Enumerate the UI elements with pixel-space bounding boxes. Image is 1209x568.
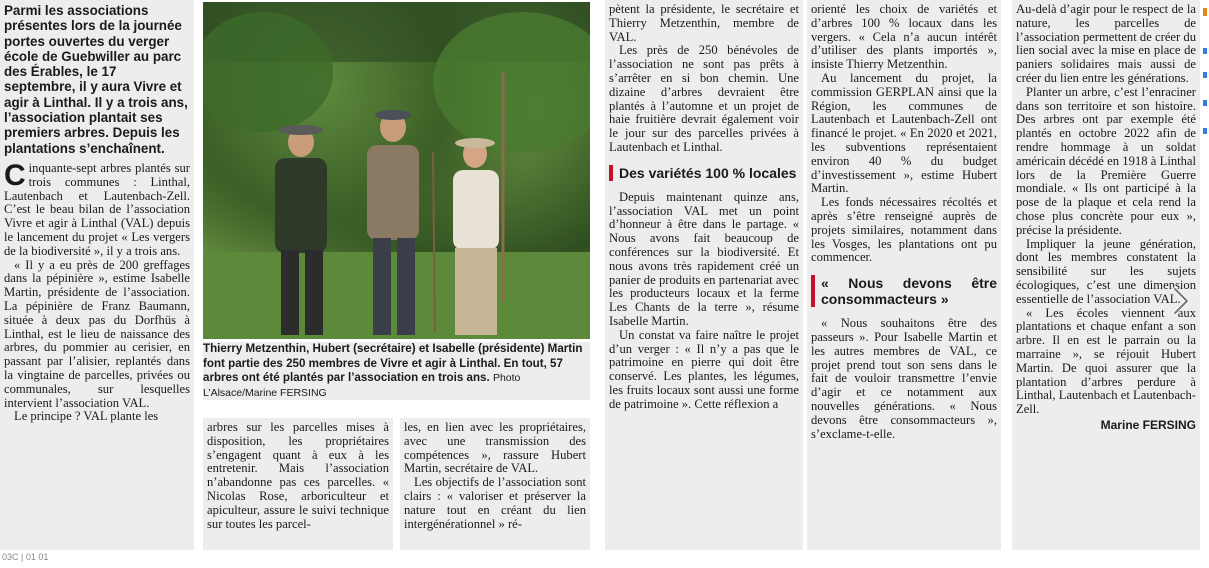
photo-caption bbox=[203, 342, 590, 400]
article-paragraph: orienté les choix de variétés et d’arbres 100 % locaux dans les vergers. « Cela n’a aucun intérêt d’utiliser des plants importés », insiste Thierry Metzenthin. bbox=[811, 2, 997, 72]
photo-illustration bbox=[203, 2, 590, 339]
edge-marker-icon bbox=[1201, 0, 1209, 563]
article-column-6 bbox=[1012, 0, 1200, 550]
section-subhead: « Nous devons être consommacteurs » bbox=[811, 275, 997, 307]
paragraph-text: inquante-sept arbres plantés sur trois communes : Linthal, Lautenbach et Lautenbach-Zell. C’est le beau bilan de l’association Vivre et agir à Linthal (VAL) depuis le lancement du projet « Les vergers de la biodiversité », il y a trois ans. bbox=[4, 160, 190, 258]
drop-cap: C bbox=[4, 158, 26, 192]
article-paragraph: Les près de 250 bénévoles de l’association ne sont pas prêts à s’arrêter en si bon chemin. Une dizaine d’arbres devraient être plantés à l’automne et un projet de haie fruitière devrait également voir le jour sur des parcelles privées à Lautenbach et Linthal. bbox=[609, 43, 799, 154]
article-column-5 bbox=[807, 0, 1001, 550]
article-paragraph: Au-delà d’agir pour le respect de la nature, les parcelles de l’association permettent de créer du lien social avec la mise en place de paniers solidaires mais aussi de créer du lien entre les générations. bbox=[1016, 2, 1196, 85]
article-paragraph: Le principe ? VAL plante les bbox=[14, 409, 159, 424]
article-paragraph: « Il y a eu près de 200 greffages dans la pépinière », estime Isabelle Martin, présidente de l’association. La pépinière de Franz Baumann, située à deux pas du Dorfhüs à Linthal, est le lieu de naissance des arbres, du pommier au cerisier, en passant par l’alisier, replantés dans la vingtaine de parcelles, privées ou communales, sur lesquelles intervient l’association VAL. bbox=[4, 257, 190, 410]
photo-credit: Photo L’Alsace/Marine FERSING bbox=[203, 372, 521, 399]
article-column-4 bbox=[605, 0, 803, 550]
article-paragraph: arbres sur les parcelles mises à disposition, les propriétaires s’engagent quant à eux à les entretenir. Mais l’association n’abandonne pas ces parcelles. « Nicolas Rose, arboriculteur et apiculteur, assure le suivi technique sur toutes les parcel- bbox=[207, 420, 389, 531]
article-paragraph: pètent la présidente, le secrétaire et Thierry Metzenthin, membre de VAL. bbox=[609, 2, 799, 44]
article-paragraph: Les fonds nécessaires récoltés et après s’être renseigné auprès de projets similaires, notamment dans les Vosges, les plantations ont pu commencer. bbox=[811, 195, 997, 265]
author-signature: Marine FERSING bbox=[1100, 417, 1196, 432]
article-paragraph: Impliquer la jeune génération, dont les membres constatent la sensibilité sur les sujets écologiques, c’est une dimension essentielle de l’association VAL. bbox=[1016, 236, 1196, 306]
article-photo bbox=[203, 2, 590, 339]
article-paragraph bbox=[4, 158, 190, 259]
article-intro: Parmi les associations présentes lors de la journée portes ouvertes du verger école de Guebwiller au parc des Érables, le 17 septembre, il y aura Vivre et agir à Linthal. Il y a trois ans, l’association plantait ses premiers arbres. Depuis les plantations s’enchaînent. bbox=[4, 3, 188, 156]
article-paragraph: Depuis maintenant quinze ans, l’association VAL met un point d’honneur à être dans le partage. « Nous avons fait beaucoup de conférences sur la biodiversité. Et nous avons très rapidement créé un panier de produits en partenariat avec les producteurs locaux et la ferme Les Chants de la terre », résume Isabelle Martin. bbox=[609, 189, 799, 328]
article-paragraph: « Les écoles viennent aux plantations et chaque enfant a son arbre. Il en est le parrain ou la marraine », se réjouit Hubert Martin. De quoi assurer que la plantation d’arbres perdure à Linthal, Lautenbach et Lautenbach-Zell. bbox=[1016, 305, 1196, 417]
article-paragraph: Planter un arbre, c’est l’enraciner dans son territoire et son histoire. Des arbres ont par exemple été plantés en octobre 2022 afin de rendre hommage à un soldat américain décédé en 1918 à Linthal lors de la Première Guerre mondiale. « Ils ont participé à la pose de la plaque et cela rend la chose plus concrète pour eux », précise la présidente. bbox=[1016, 84, 1196, 237]
caption-text: Thierry Metzenthin, Hubert (secrétaire) et Isabelle (présidente) Martin font partie des 250 membres de Vivre et agir à Linthal. En tout, 57 arbres ont été plantés par l’association en trois ans. bbox=[203, 342, 583, 384]
next-page-button[interactable] bbox=[1164, 284, 1198, 318]
article-paragraph: Un constat va faire naître le projet d’un verger : « Il n’y a pas que le patrimoine en pierre qui doit être conservé. Les plantes, les légumes, les fruits locaux sont aussi une forme de patrimoine ». Cette réflexion a bbox=[609, 327, 799, 411]
article-paragraph: « Nous souhaitons être des passeurs ». Pour Isabelle Martin et les autres membres de VAL, ce projet prend tout son sens dans le fait de vouloir transmettre l’envie d’agir et ce notamment aux nouvelles générations. « Nous devons être consommacteurs », s’exclame-t-elle. bbox=[811, 316, 997, 441]
article-paragraph: Les objectifs de l’association sont clairs : « valoriser et préserver la nature tout en créant du lien intergénérationnel » ré- bbox=[404, 475, 586, 531]
article-paragraph: les, en lien avec les propriétaires, avec une transmission des compétences », rassure Hubert Martin, secrétaire de VAL. bbox=[404, 420, 586, 476]
article-column-3 bbox=[400, 418, 590, 550]
section-subhead: Des variétés 100 % locales bbox=[609, 165, 799, 181]
page-reference: 03C | 01 01 bbox=[2, 552, 49, 562]
article-column-1 bbox=[0, 0, 194, 550]
page-edge-markers bbox=[1201, 0, 1209, 563]
article-paragraph: Au lancement du projet, la commission GERPLAN ainsi que la Région, les communes de Lautenbach et Lautenbach-Zell ont financé le projet. « En 2020 et 2021, les subventions représentaient environ 40 % du budget d’investissement », estime Hubert Martin. bbox=[811, 70, 997, 196]
chevron-right-icon bbox=[1164, 284, 1198, 318]
article-column-2 bbox=[203, 418, 393, 550]
